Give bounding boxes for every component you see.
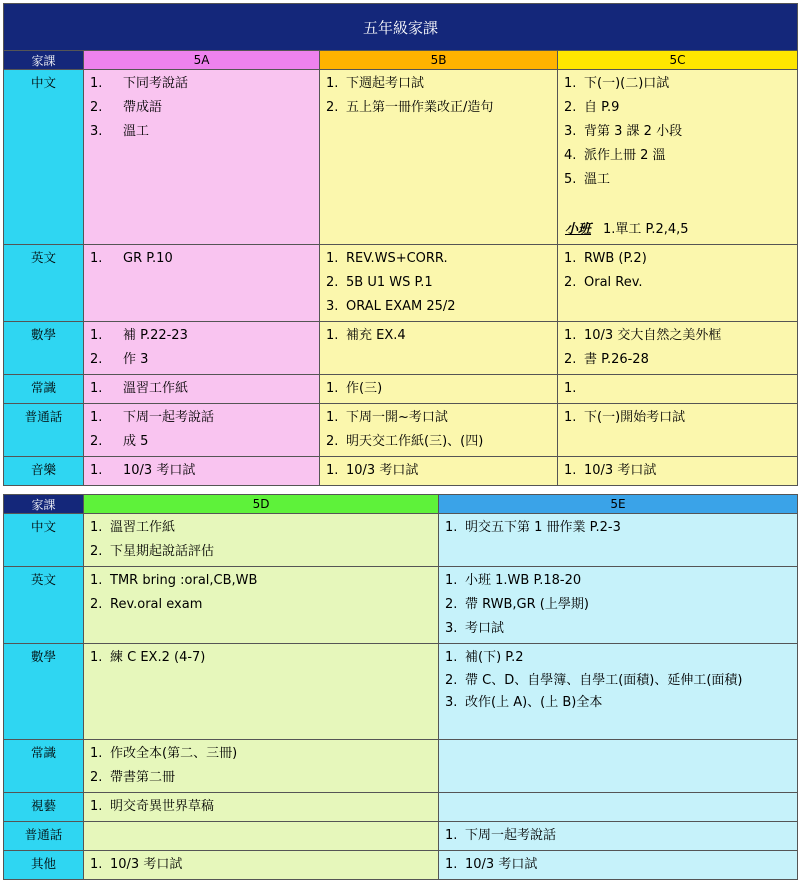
small-class-text: 1.單工 P.2,4,5	[603, 222, 689, 237]
item-number: 1.	[90, 381, 103, 396]
homework-item	[326, 295, 553, 319]
homework-item	[564, 377, 793, 401]
cell-5d	[84, 851, 439, 880]
subject-label: 中文	[4, 70, 84, 245]
item-number: 1.	[90, 76, 103, 91]
item-text: 小班 1.WB P.18-20	[465, 573, 582, 588]
subject-label: 數學	[4, 322, 84, 375]
item-number: 1.	[90, 573, 103, 588]
item-number: 2.	[90, 352, 103, 367]
homework-item	[564, 406, 793, 430]
homework-item	[445, 516, 793, 540]
homework-item	[90, 247, 315, 271]
homework-item	[445, 569, 793, 593]
item-text: 下週起考口試	[346, 76, 425, 91]
item-text: 帶 RWB,GR (上學期)	[465, 597, 589, 612]
homework-item	[326, 324, 553, 348]
item-text: 明天交工作紙(三)、(四)	[346, 434, 484, 449]
homework-item	[564, 72, 793, 96]
item-number: 2.	[326, 100, 339, 115]
item-text: 10/3 考口試	[584, 463, 657, 478]
table-row	[4, 404, 798, 457]
subject-label: 數學	[4, 644, 84, 740]
homework-item	[564, 96, 793, 120]
item-text: 成 5	[123, 434, 149, 449]
table-row	[4, 245, 798, 322]
item-text: 下(一)(二)口試	[584, 76, 670, 91]
item-number: 1.	[326, 251, 339, 266]
item-text: 帶 C、D、自學簿、自學工(面積)、延伸工(面積)	[465, 673, 743, 688]
table-row	[4, 375, 798, 404]
subject-label: 常識	[4, 375, 84, 404]
item-text: 改作(上 A)、(上 B)全本	[465, 695, 603, 710]
cell-5e	[439, 851, 798, 880]
table-row	[4, 822, 798, 851]
homework-table-5d-5e	[3, 494, 798, 880]
item-number: 1.	[445, 650, 458, 665]
item-number: 1.	[326, 410, 339, 425]
item-number: 2.	[90, 770, 103, 785]
item-number: 1.	[564, 76, 577, 91]
item-number: 2.	[445, 673, 458, 688]
item-number: 2.	[445, 597, 458, 612]
cell-5c	[558, 404, 798, 457]
item-text: 下周一起考說話	[465, 828, 557, 843]
cell-5e	[439, 514, 798, 567]
item-text: 書 P.26-28	[584, 352, 649, 367]
item-text: 派作上冊 2 溫	[584, 148, 666, 163]
cell-5c	[558, 457, 798, 486]
cell-5e	[439, 567, 798, 644]
item-text: 溫習工作紙	[123, 381, 189, 396]
item-number: 2.	[90, 544, 103, 559]
table-row	[4, 740, 798, 793]
homework-item	[564, 168, 793, 192]
homework-item	[90, 742, 434, 766]
cell-5d	[84, 514, 439, 567]
cell-5d	[84, 740, 439, 793]
item-text: 補 P.22-23	[123, 328, 188, 343]
class-header-5d: 5D	[84, 495, 439, 514]
class-header-5a: 5A	[84, 51, 320, 70]
homework-item	[445, 691, 793, 715]
homework-item	[564, 120, 793, 144]
homework-item	[90, 593, 434, 617]
item-text: 帶成語	[123, 100, 163, 115]
homework-item	[445, 593, 793, 617]
cell-5d	[84, 567, 439, 644]
cell-5b	[320, 404, 558, 457]
subject-label: 音樂	[4, 457, 84, 486]
homework-item	[90, 516, 434, 540]
item-number: 1.	[90, 410, 103, 425]
item-number: 1.	[564, 410, 577, 425]
item-text: 下周一起考說話	[123, 410, 215, 425]
homework-item	[90, 348, 315, 372]
homework-item	[90, 120, 315, 144]
homework-item	[564, 271, 793, 295]
item-text: 下周一開~考口試	[346, 410, 448, 425]
item-text: 明交五下第 1 冊作業 P.2-3	[465, 520, 621, 535]
item-text: 溫工	[584, 172, 611, 187]
item-number: 1.	[445, 573, 458, 588]
subject-label: 英文	[4, 245, 84, 322]
small-class-note	[558, 215, 695, 243]
table-row	[4, 514, 798, 567]
item-number: 1.	[326, 463, 339, 478]
item-text: 明交奇異世界草稿	[110, 799, 215, 814]
item-number: 1.	[90, 251, 103, 266]
cell-5d	[84, 822, 439, 851]
homework-item	[326, 406, 553, 430]
item-text: REV.WS+CORR.	[346, 251, 448, 266]
item-number: 4.	[564, 148, 577, 163]
table-row	[4, 644, 798, 740]
item-number: 1.	[90, 328, 103, 343]
homework-table-5a-5c	[3, 3, 798, 486]
item-number: 2.	[564, 352, 577, 367]
cell-5c	[558, 70, 798, 245]
item-text: Oral Rev.	[584, 275, 643, 290]
item-text: RWB (P.2)	[584, 251, 647, 266]
homework-item	[90, 324, 315, 348]
item-number: 1.	[90, 857, 103, 872]
cell-5e	[439, 644, 798, 740]
homework-item	[326, 459, 553, 483]
item-text: ORAL EXAM 25/2	[346, 299, 456, 314]
homework-item	[564, 348, 793, 372]
item-number: 3.	[564, 124, 577, 139]
item-number: 2.	[326, 434, 339, 449]
table-row	[4, 567, 798, 644]
item-text: 考口試	[465, 621, 505, 636]
item-number: 5.	[564, 172, 577, 187]
subject-label: 中文	[4, 514, 84, 567]
small-class-label: 小班	[565, 222, 592, 237]
item-text: 作 3	[123, 352, 149, 367]
cell-5e	[439, 822, 798, 851]
homework-item	[90, 540, 434, 564]
homework-item	[90, 430, 315, 454]
homework-item	[445, 617, 793, 641]
homework-item	[326, 271, 553, 295]
cell-5a	[84, 375, 320, 404]
item-number: 1.	[90, 520, 103, 535]
item-number: 2.	[326, 275, 339, 290]
item-number: 3.	[90, 124, 103, 139]
cell-5a	[84, 245, 320, 322]
item-text: 五上第一冊作業改正/造句	[346, 100, 494, 115]
item-text: 補充 EX.4	[346, 328, 406, 343]
subject-label: 視藝	[4, 793, 84, 822]
homework-item	[564, 247, 793, 271]
item-text: 練 C EX.2 (4-7)	[110, 650, 206, 665]
item-text: 10/3 考口試	[465, 857, 538, 872]
item-number: 1.	[564, 251, 577, 266]
homework-item	[90, 795, 434, 819]
homework-item	[90, 406, 315, 430]
subject-label: 普通話	[4, 404, 84, 457]
cell-5b	[320, 375, 558, 404]
homework-item	[564, 144, 793, 168]
item-number: 1.	[445, 857, 458, 872]
item-number: 1.	[445, 828, 458, 843]
item-text: 背第 3 課 2 小段	[584, 124, 683, 139]
homework-item	[445, 670, 793, 691]
cell-5b	[320, 322, 558, 375]
class-header-5e: 5E	[439, 495, 798, 514]
item-text: 自 P.9	[584, 100, 620, 115]
cell-5a	[84, 404, 320, 457]
cell-5a	[84, 322, 320, 375]
item-text: 下同考說話	[123, 76, 189, 91]
subject-label: 英文	[4, 567, 84, 644]
item-number: 2.	[564, 100, 577, 115]
item-number: 3.	[326, 299, 339, 314]
homework-item	[90, 569, 434, 593]
homework-item	[326, 96, 553, 120]
homework-item	[90, 459, 315, 483]
cell-5b	[320, 245, 558, 322]
item-text: TMR bring :oral,CB,WB	[110, 573, 258, 588]
item-text: 帶書第二冊	[110, 770, 176, 785]
table-row	[4, 322, 798, 375]
item-text: Rev.oral exam	[110, 597, 203, 612]
table-row	[4, 70, 798, 245]
item-text: 10/3 考口試	[123, 463, 196, 478]
homework-item	[90, 377, 315, 401]
cell-5a	[84, 70, 320, 245]
homework-item	[326, 430, 553, 454]
homework-item	[445, 853, 793, 877]
homework-item	[564, 324, 793, 348]
subject-label: 普通話	[4, 822, 84, 851]
item-text: 作改全本(第二、三冊)	[110, 746, 238, 761]
item-number: 1.	[90, 746, 103, 761]
item-number: 1.	[90, 463, 103, 478]
item-number: 2.	[90, 100, 103, 115]
subject-label: 其他	[4, 851, 84, 880]
header-label: 家課	[4, 495, 84, 514]
table-title: 五年級家課	[4, 4, 798, 51]
header-label: 家課	[4, 51, 84, 70]
homework-item	[445, 824, 793, 848]
cell-5d	[84, 644, 439, 740]
item-number: 1.	[564, 381, 577, 396]
item-number: 1.	[445, 520, 458, 535]
item-number: 1.	[90, 650, 103, 665]
cell-5c	[558, 245, 798, 322]
table-row	[4, 793, 798, 822]
item-text: 下(一)開始考口試	[584, 410, 686, 425]
cell-5b	[320, 70, 558, 245]
homework-item	[326, 72, 553, 96]
homework-item	[326, 247, 553, 271]
homework-item	[326, 377, 553, 401]
item-text: 10/3 交大自然之美外框	[584, 328, 722, 343]
item-text: 10/3 考口試	[110, 857, 183, 872]
homework-item	[90, 96, 315, 120]
item-number: 1.	[564, 328, 577, 343]
item-number: 1.	[326, 381, 339, 396]
subject-label: 常識	[4, 740, 84, 793]
homework-item	[90, 646, 434, 670]
homework-item	[564, 459, 793, 483]
item-text: 溫習工作紙	[110, 520, 176, 535]
cell-5b	[320, 457, 558, 486]
item-number: 1.	[326, 328, 339, 343]
cell-5c	[558, 322, 798, 375]
item-text: 下星期起說話評估	[110, 544, 215, 559]
class-header-5b: 5B	[320, 51, 558, 70]
class-header-5c: 5C	[558, 51, 798, 70]
item-number: 1.	[326, 76, 339, 91]
item-text: 5B U1 WS P.1	[346, 275, 433, 290]
table-row	[4, 457, 798, 486]
homework-item	[445, 646, 793, 670]
cell-5d	[84, 793, 439, 822]
item-text: GR P.10	[123, 251, 173, 266]
item-number: 3.	[445, 621, 458, 636]
item-number: 2.	[90, 597, 103, 612]
cell-5c	[558, 375, 798, 404]
item-text: 10/3 考口試	[346, 463, 419, 478]
table-row	[4, 851, 798, 880]
item-text: 溫工	[123, 124, 150, 139]
item-number: 2.	[564, 275, 577, 290]
cell-5e	[439, 793, 798, 822]
homework-item	[90, 72, 315, 96]
item-number: 3.	[445, 695, 458, 710]
cell-5e	[439, 740, 798, 793]
item-text: 補(下) P.2	[465, 650, 524, 665]
item-number: 2.	[90, 434, 103, 449]
item-number: 1.	[90, 799, 103, 814]
homework-item	[90, 766, 434, 790]
item-text: 作(三)	[346, 381, 383, 396]
cell-5a	[84, 457, 320, 486]
homework-item	[90, 853, 434, 877]
item-number: 1.	[564, 463, 577, 478]
